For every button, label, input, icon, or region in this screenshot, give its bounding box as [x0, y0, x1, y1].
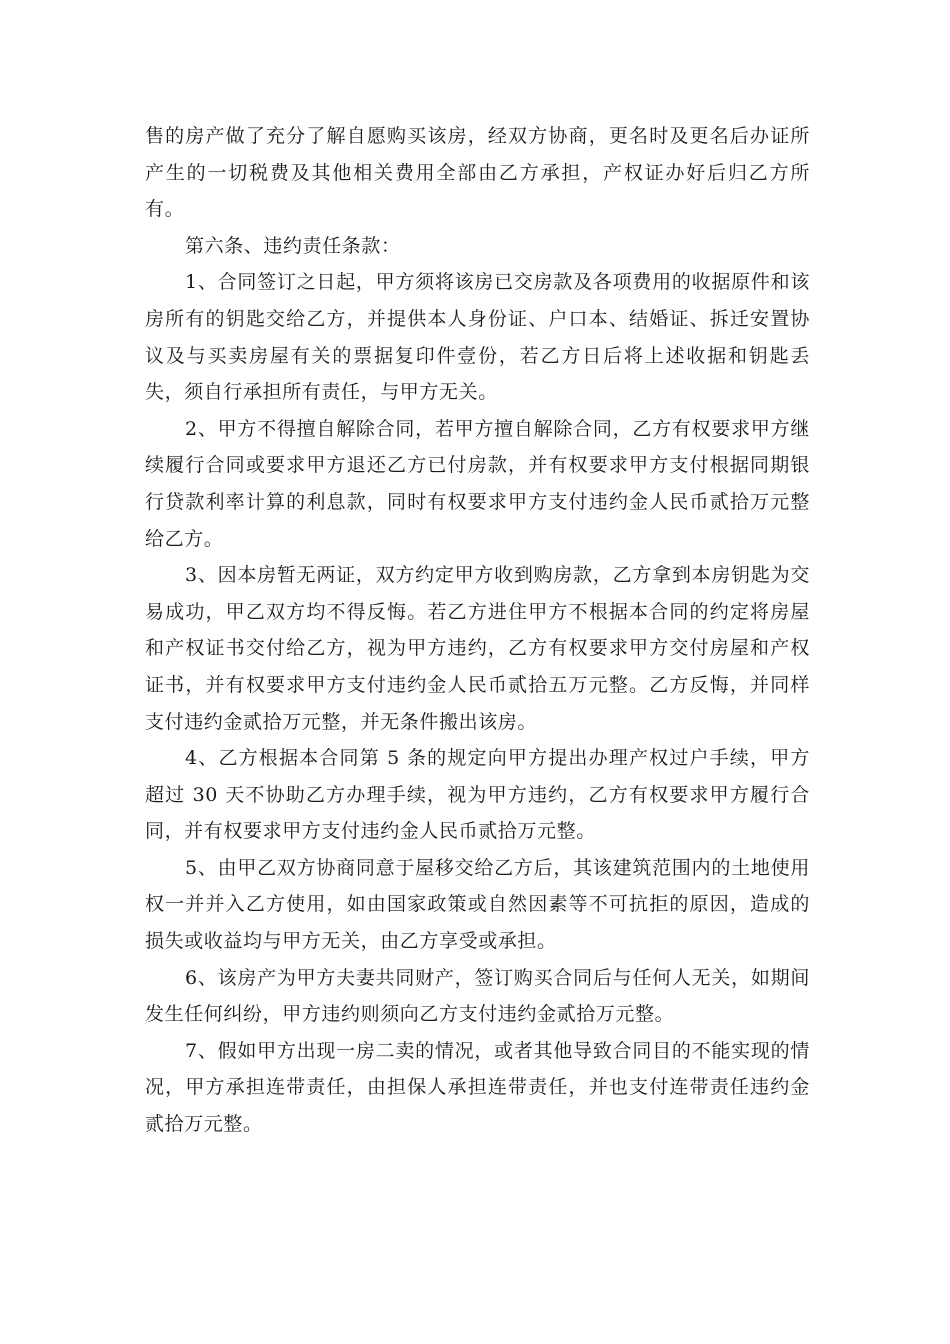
clause-4: 4、乙方根据本合同第 5 条的规定向甲方提出办理产权过户手续，甲方超过 30 天不协助乙方办理手续，视为甲方违约，乙方有权要求甲方履行合同，并有权要求甲方支付违约金人民币贰拾万元整。 [145, 747, 810, 843]
clause-6: 6、该房产为甲方夫妻共同财产，签订购买合同后与任何人无关，如期间发生任何纠纷，甲方违约则须向乙方支付违约金贰拾万元整。 [145, 966, 810, 1026]
clause-3: 3、因本房暂无两证，双方约定甲方收到购房款，乙方拿到本房钥匙为交易成功，甲乙双方均不得反悔。若乙方进住甲方不根据本合同的约定将房屋和产权证书交付给乙方，视为甲方违约，乙方有权要求甲方交付房屋和产权证书，并有权要求甲方支付违约金人民币贰拾五万元整。乙方反悔，并同样支付违约金贰拾万元整，并无条件搬出该房。 [145, 564, 810, 733]
section-heading-article-6: 第六条、违约责任条款： [185, 234, 401, 257]
clause-1: 1、合同签订之日起，甲方须将该房已交房款及各项费用的收据原件和该房所有的钥匙交给乙方，并提供本人身份证、户口本、结婚证、拆迁安置协议及与买卖房屋有关的票据复印件壹份，若乙方日后将上述收据和钥匙丢失，须自行承担所有责任，与甲方无关。 [145, 271, 810, 404]
clause-5: 5、由甲乙双方协商同意于屋移交给乙方后，其该建筑范围内的土地使用权一并并入乙方使用，如由国家政策或自然因素等不可抗拒的原因，造成的损失或收益均与甲方无关，由乙方享受或承担。 [145, 856, 810, 953]
clause-7: 7、假如甲方出现一房二卖的情况，或者其他导致合同目的不能实现的情况，甲方承担连带责任，由担保人承担连带责任，并也支付连带责任违约金贰拾万元整。 [145, 1039, 810, 1136]
paragraph-continuation: 售的房产做了充分了解自愿购买该房，经双方协商，更名时及更名后办证所产生的一切税费及其他相关费用全部由乙方承担，产权证办好后归乙方所有。 [145, 125, 810, 221]
clause-2: 2、甲方不得擅自解除合同，若甲方擅自解除合同，乙方有权要求甲方继续履行合同或要求甲方退还乙方已付房款，并有权要求甲方支付根据同期银行贷款利率计算的利息款，同时有权要求甲方支付违约金人民币贰拾万元整给乙方。 [145, 417, 810, 550]
